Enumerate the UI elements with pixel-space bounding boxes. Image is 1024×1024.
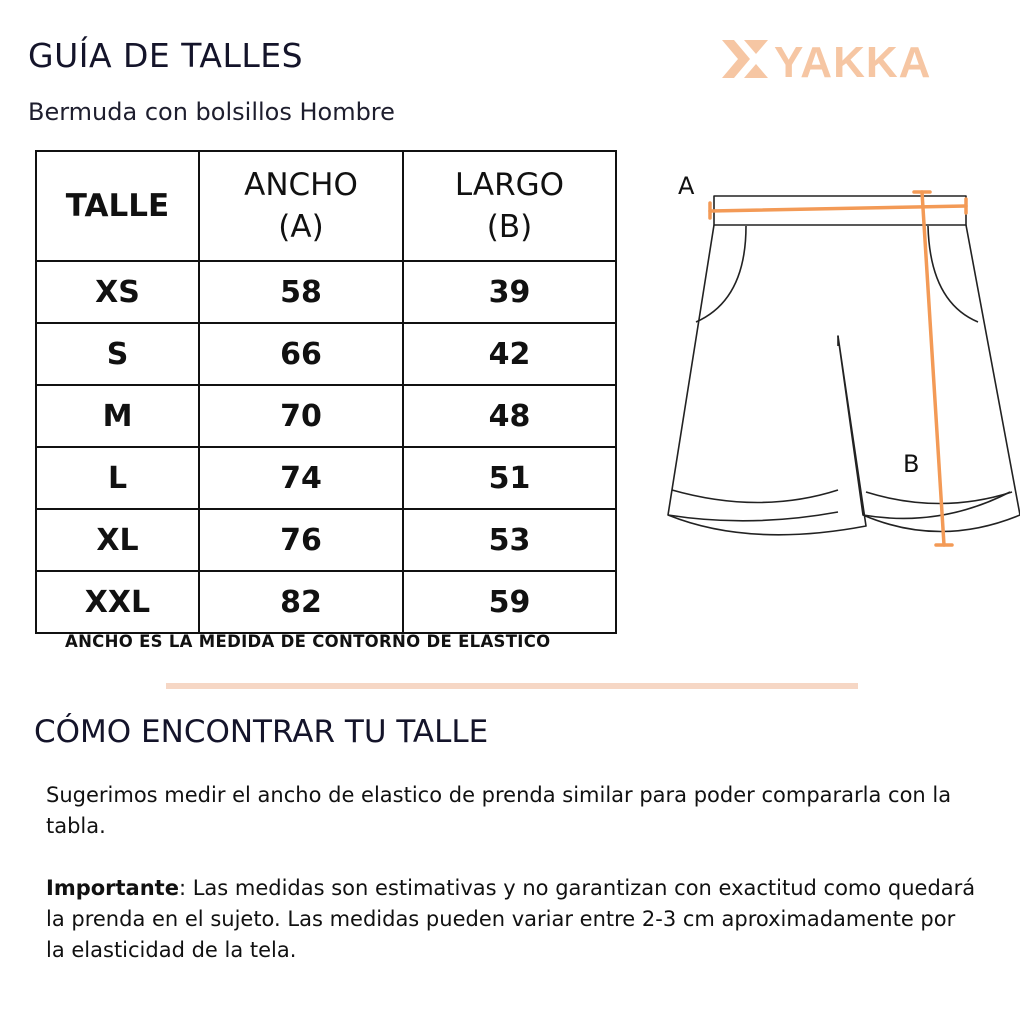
product-subtitle: Bermuda con bolsillos Hombre: [28, 98, 395, 126]
cell-talle: XXL: [36, 571, 199, 633]
measure-b-line: [922, 192, 944, 545]
cell-ancho: 74: [199, 447, 403, 509]
cell-ancho: 76: [199, 509, 403, 571]
brand-wordmark: YAKKA: [774, 38, 932, 80]
cell-largo: 42: [403, 323, 616, 385]
width-note: ANCHO ES LA MEDIDA DE CONTORNO DE ELASTICO: [65, 632, 551, 651]
table-row: [36, 323, 616, 385]
diagram-label-a: A: [678, 172, 695, 200]
table-row: [36, 571, 616, 633]
cell-talle: XS: [36, 261, 199, 323]
col-header-talle-label: TALLE: [65, 188, 170, 224]
section-divider: [166, 683, 858, 689]
measure-a-line: [710, 206, 966, 211]
col-header-ancho-sub: (A): [278, 209, 324, 245]
shorts-diagram: [650, 165, 1020, 560]
col-header-largo-label: LARGO: [454, 167, 565, 203]
cell-largo: 59: [403, 571, 616, 633]
col-header-ancho-label: ANCHO: [244, 167, 358, 203]
cell-ancho: 58: [199, 261, 403, 323]
size-table: [35, 150, 617, 634]
cell-ancho: 82: [199, 571, 403, 633]
shorts-outline: [668, 196, 1020, 535]
cell-largo: 48: [403, 385, 616, 447]
howto-paragraph-2: [46, 873, 976, 966]
table-row: [36, 261, 616, 323]
howto-title: CÓMO ENCONTRAR TU TALLE: [34, 714, 489, 750]
cell-largo: 53: [403, 509, 616, 571]
brand-logo: [722, 38, 972, 80]
important-label: Importante: [46, 876, 179, 900]
diagram-label-b: B: [903, 450, 920, 478]
cell-talle: M: [36, 385, 199, 447]
measure-lines: [710, 192, 966, 545]
col-header-largo-sub: (B): [486, 209, 533, 245]
table-row: [36, 509, 616, 571]
table-row: [36, 385, 616, 447]
table-row: [36, 447, 616, 509]
cell-largo: 51: [403, 447, 616, 509]
table-header-row: [36, 151, 616, 261]
cell-ancho: 66: [199, 323, 403, 385]
important-text: : Las medidas son estimativas y no garantizan con exactitud como quedará la prenda en el sujeto. Las medidas pueden variar entre 2-3 cm aproximadamente por la elasticidad de la tela.: [46, 876, 976, 962]
howto-paragraph-1: Sugerimos medir el ancho de elastico de prenda similar para poder compararla con la tabla.: [46, 783, 952, 838]
cell-talle: S: [36, 323, 199, 385]
col-header-ancho: [199, 151, 403, 261]
col-header-talle: [36, 151, 199, 261]
col-header-largo: [403, 151, 616, 261]
cell-talle: L: [36, 447, 199, 509]
cell-largo: 39: [403, 261, 616, 323]
cell-ancho: 70: [199, 385, 403, 447]
cell-talle: XL: [36, 509, 199, 571]
page-title: GUÍA DE TALLES: [28, 36, 304, 75]
